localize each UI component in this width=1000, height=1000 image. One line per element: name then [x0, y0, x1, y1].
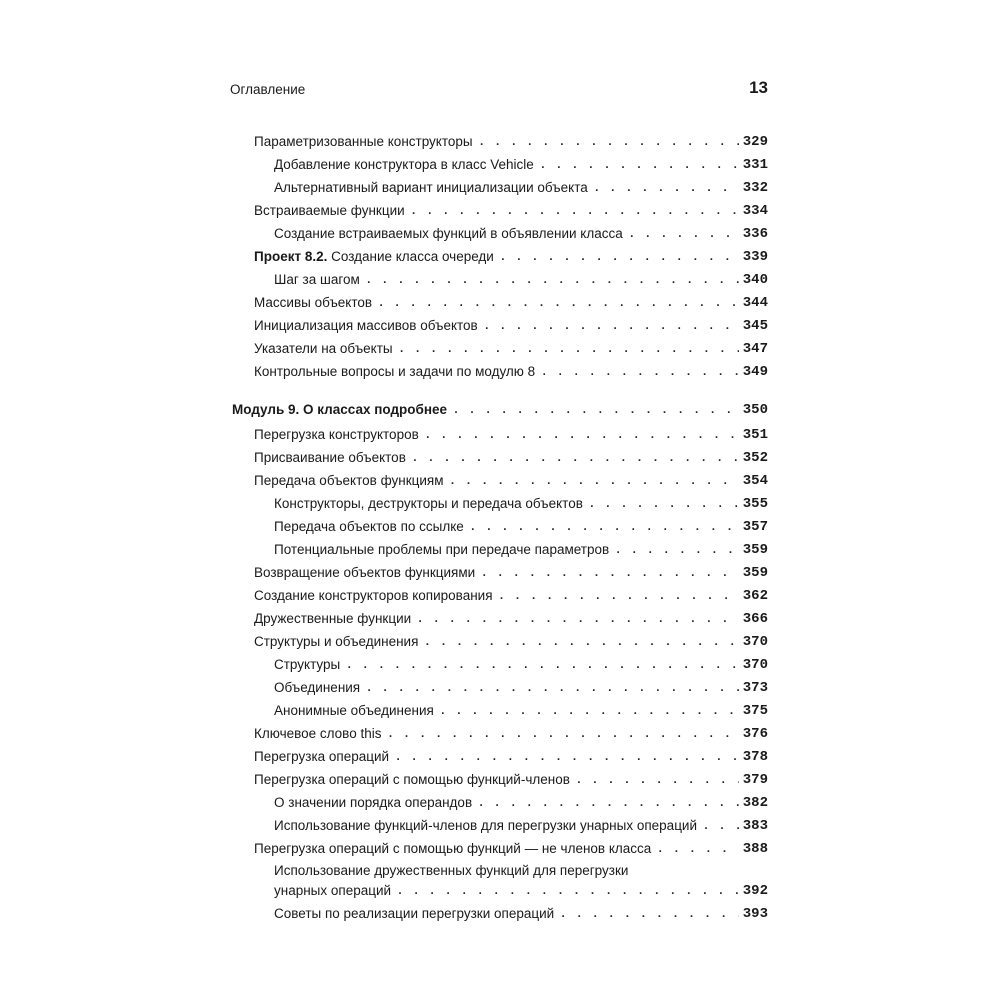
dot-leader — [589, 498, 739, 512]
dot-leader — [411, 205, 739, 219]
dot-leader — [560, 908, 739, 922]
toc-entry-title: Контрольные вопросы и задачи по модулю 8 — [254, 364, 536, 379]
dot-leader — [657, 843, 738, 857]
toc-entry-page: 370 — [742, 657, 768, 673]
toc-entry[interactable] — [254, 841, 768, 857]
toc-entry-page: 351 — [742, 427, 768, 443]
dot-leader — [412, 452, 739, 466]
dot-leader — [500, 251, 739, 265]
project-label: Проект 8.2. — [254, 249, 328, 264]
dot-leader — [629, 228, 739, 242]
toc-entry-title: Дружественные функции — [254, 611, 412, 626]
toc-entry-page: 334 — [742, 203, 768, 219]
toc-entry-title: Указатели на объекты — [254, 341, 393, 356]
toc-entry-page: 336 — [742, 226, 768, 242]
toc-entry-page: 345 — [742, 318, 768, 334]
dot-leader — [417, 613, 739, 627]
toc-entry-page: 350 — [742, 402, 768, 418]
toc-entry[interactable] — [254, 341, 768, 357]
toc-entry-page: 373 — [742, 680, 768, 696]
dot-leader — [453, 404, 739, 418]
toc-entry-page: 354 — [742, 473, 768, 489]
toc-entry-first-line[interactable]: Использование дружественных функций для перегрузки — [274, 863, 629, 878]
dot-leader — [424, 636, 738, 650]
dot-leader — [395, 751, 739, 765]
toc-entry-page: 355 — [742, 496, 768, 512]
toc-entry-page: 379 — [742, 772, 768, 788]
toc-entry-title: Массивы объектов — [254, 295, 373, 310]
toc-entry-title: Создание встраиваемых функций в объявлении класса — [274, 226, 623, 241]
toc-entry[interactable] — [254, 318, 768, 334]
dot-leader — [540, 159, 739, 173]
dot-leader — [541, 366, 739, 380]
toc-entry-page: 349 — [742, 364, 768, 380]
toc-entry-page: 332 — [742, 180, 768, 196]
toc-entry-title: Встраиваемые функции — [254, 203, 405, 218]
toc-entry-title: Добавление конструктора в класс Vehicle — [274, 157, 534, 172]
toc-chapter-entry[interactable] — [232, 402, 768, 418]
toc-chapter-title: Модуль 9. О классах подробнее — [232, 402, 448, 417]
toc-entry[interactable] — [274, 818, 768, 834]
toc-entry-title: Перегрузка конструкторов — [254, 427, 419, 442]
toc-entry-page: 329 — [742, 134, 768, 150]
dot-leader — [397, 885, 739, 899]
toc-entry-title: Конструкторы, деструкторы и передача объектов — [274, 496, 583, 511]
toc-entry-title: Передача объектов по ссылке — [274, 519, 464, 534]
toc-entry-page: 347 — [742, 341, 768, 357]
toc-entry-title: унарных операций — [274, 883, 392, 898]
dot-leader — [470, 521, 739, 535]
toc-entry-page: 366 — [742, 611, 768, 627]
toc-entry-title — [254, 249, 494, 265]
toc-entry-title: Ключевое слово this — [254, 726, 382, 741]
toc-entry[interactable] — [254, 364, 768, 380]
toc-entry-title: Перегрузка операций с помощью функций — не членов класса — [254, 841, 652, 856]
toc-entry[interactable] — [274, 795, 768, 811]
toc-entry[interactable] — [274, 657, 768, 673]
toc-entry[interactable] — [254, 450, 768, 466]
toc-entry[interactable] — [274, 180, 768, 196]
toc-entry[interactable] — [274, 226, 768, 242]
dot-leader — [450, 475, 739, 489]
toc-entry[interactable] — [274, 519, 768, 535]
toc-entry[interactable] — [274, 883, 768, 899]
toc-entry-page: 331 — [742, 157, 768, 173]
toc-entry-title: Анонимные объединения — [274, 703, 434, 718]
toc-entry[interactable] — [254, 249, 768, 265]
toc-entry-title: Параметризованные конструкторы — [254, 134, 473, 149]
toc-entry-title: Объединения — [274, 680, 361, 695]
toc-entry-page: 376 — [742, 726, 768, 742]
dot-leader — [378, 297, 739, 311]
toc-entry[interactable] — [274, 272, 768, 288]
toc-entry-title: О значении порядка операндов — [274, 795, 473, 810]
toc-entry-page: 359 — [742, 565, 768, 581]
dot-leader — [615, 544, 739, 558]
toc-entry[interactable] — [274, 542, 768, 558]
toc-entry[interactable] — [274, 703, 768, 719]
dot-leader — [387, 728, 738, 742]
toc-entry-page: 339 — [742, 249, 768, 265]
toc-entry-page: 375 — [742, 703, 768, 719]
toc-entry[interactable] — [254, 588, 768, 604]
toc-entry[interactable] — [254, 473, 768, 489]
dot-leader — [576, 774, 739, 788]
toc-entry[interactable] — [254, 134, 768, 150]
toc-entry-title: Возвращение объектов функциями — [254, 565, 476, 580]
dot-leader — [499, 590, 739, 604]
dot-leader — [594, 182, 739, 196]
toc-entry-page: 393 — [742, 906, 768, 922]
toc-entry-page: 392 — [742, 883, 768, 899]
toc-entry[interactable] — [254, 772, 768, 788]
toc-entry[interactable] — [254, 203, 768, 219]
toc-entry-page: 378 — [742, 749, 768, 765]
toc-entry-page: 352 — [742, 450, 768, 466]
toc-entry-title: Перегрузка операций — [254, 749, 390, 764]
toc-entry-page: 362 — [742, 588, 768, 604]
toc-entry-page: 370 — [742, 634, 768, 650]
toc-entry-page: 344 — [742, 295, 768, 311]
toc-entry[interactable] — [254, 634, 768, 650]
toc-entry-title: Структуры и объединения — [254, 634, 419, 649]
toc-entry-page: 382 — [742, 795, 768, 811]
dot-leader — [479, 136, 739, 150]
toc-entry-page: 357 — [742, 519, 768, 535]
toc-entry[interactable] — [274, 157, 768, 173]
toc-entry[interactable] — [274, 906, 768, 922]
toc-entry[interactable] — [254, 749, 768, 765]
running-title: Оглавление — [230, 82, 306, 97]
dot-leader — [478, 797, 739, 811]
toc-entry-title: Инициализация массивов объектов — [254, 318, 478, 333]
toc-entry-title: Альтернативный вариант инициализации объекта — [274, 180, 588, 195]
toc-entry-page: 383 — [742, 818, 768, 834]
toc-entry-title: Структуры — [274, 657, 341, 672]
dot-leader — [484, 320, 739, 334]
toc-entry[interactable] — [254, 427, 768, 443]
toc-entry-page: 359 — [742, 542, 768, 558]
toc-entry[interactable] — [254, 565, 768, 581]
toc-entry-title: Шаг за шагом — [274, 272, 360, 287]
toc-entry-page: 340 — [742, 272, 768, 288]
toc-entry-title: Передача объектов функциям — [254, 473, 444, 488]
page-number: 13 — [749, 78, 768, 97]
dot-leader — [346, 659, 739, 673]
dot-leader — [366, 682, 739, 696]
toc-entry[interactable] — [274, 496, 768, 512]
toc-entry-title: Советы по реализации перегрузки операций — [274, 906, 555, 921]
page-header — [230, 78, 768, 102]
dot-leader — [440, 705, 739, 719]
toc-entry[interactable] — [274, 680, 768, 696]
toc-entry-title: Перегрузка операций с помощью функций-членов — [254, 772, 570, 787]
dot-leader — [481, 567, 739, 581]
toc-entry-title: Потенциальные проблемы при передаче параметров — [274, 542, 610, 557]
dot-leader — [425, 429, 739, 443]
toc-entry[interactable] — [254, 295, 768, 311]
project-title: Создание класса очереди — [331, 249, 494, 264]
dot-leader — [703, 820, 739, 834]
toc-entry[interactable] — [254, 726, 768, 742]
toc-entry-title: Создание конструкторов копирования — [254, 588, 493, 603]
dot-leader — [399, 343, 739, 357]
dot-leader — [366, 274, 739, 288]
toc-entry-page: 388 — [742, 841, 768, 857]
toc-entry-title: Использование функций-членов для перегрузки унарных операций — [274, 818, 698, 833]
toc-entry-title: Присваивание объектов — [254, 450, 406, 465]
toc-entry[interactable] — [254, 611, 768, 627]
